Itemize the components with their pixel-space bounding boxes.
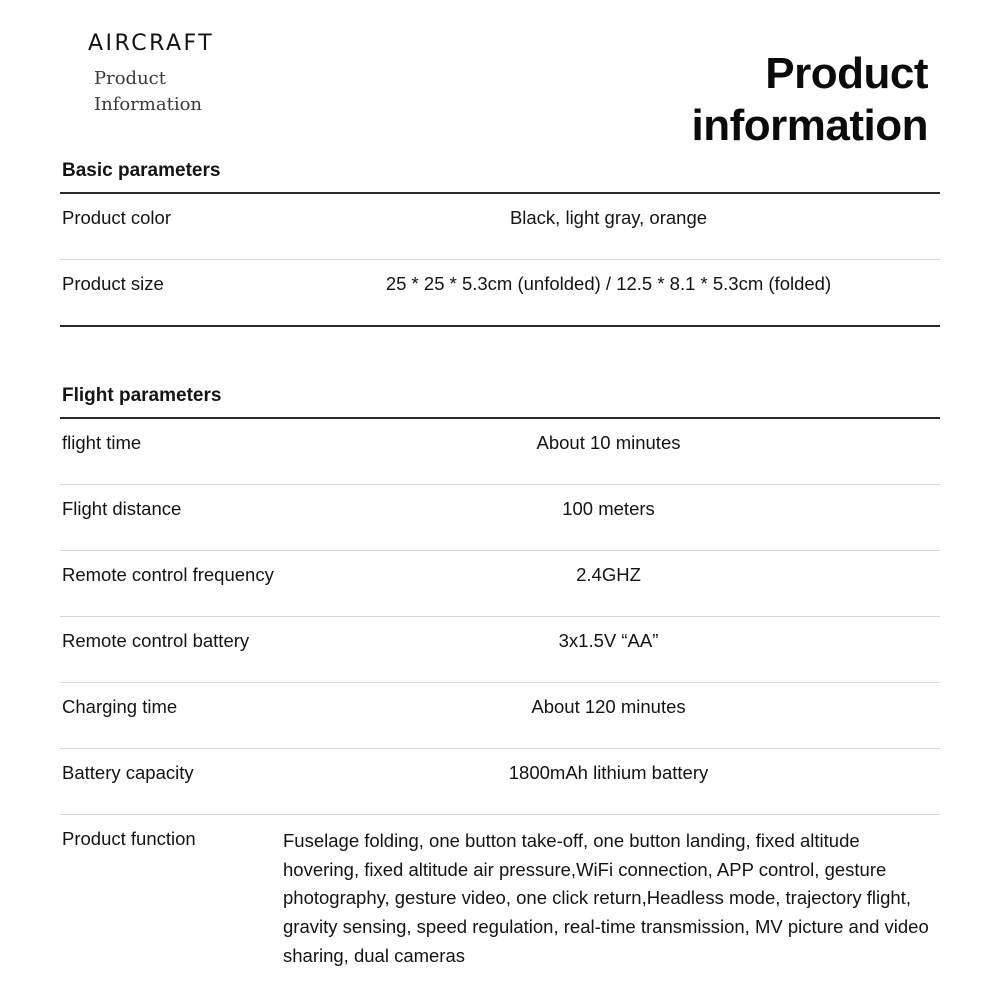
row-value: 2.4GHZ — [576, 564, 641, 585]
brand-subtitle-line1: Product — [94, 68, 166, 90]
row-value: 100 meters — [562, 498, 655, 519]
table-row — [60, 617, 940, 683]
brand-subtitle-line2: Information — [94, 94, 203, 116]
row-label: Remote control battery — [62, 630, 250, 651]
row-value: 1800mAh lithium battery — [508, 762, 709, 783]
row-label: Flight distance — [62, 498, 182, 519]
table-row — [60, 683, 940, 749]
table-row — [60, 260, 940, 327]
row-value: Black, light gray, orange — [509, 207, 708, 228]
row-label: Battery capacity — [62, 762, 194, 783]
table-row — [60, 485, 940, 551]
row-label: Product size — [62, 273, 164, 294]
table-row — [60, 551, 940, 617]
flight-parameters-rows — [60, 419, 940, 981]
section-title-flight: Flight parameters — [60, 385, 940, 419]
section-basic-parameters — [60, 160, 940, 327]
section-title-basic: Basic parameters — [60, 160, 940, 194]
page-title-line1: Product — [765, 49, 928, 98]
brand-name: AIRCRAFT — [88, 31, 215, 56]
row-value: Fuselage folding, one button take-off, one button landing, fixed altitude hovering, fixed altitude air pressure,WiFi connection, APP control, gesture photography, gesture video, one click return,Headless mode, trajectory flight, gravity sensing, speed regulation, real-time transmission, MV picture and video sharing, dual cameras — [283, 830, 929, 966]
row-value: 25 * 25 * 5.3cm (unfolded) / 12.5 * 8.1 * 5.3cm (folded) — [385, 273, 832, 294]
row-label: Product function — [62, 828, 196, 849]
row-value: About 120 minutes — [531, 696, 686, 717]
section-flight-parameters — [60, 385, 940, 981]
table-row — [60, 815, 940, 981]
brand-subtitle — [94, 66, 388, 118]
row-label: flight time — [62, 432, 142, 453]
page-title-line2: information — [691, 100, 928, 150]
row-label: Product color — [62, 207, 171, 228]
page-title — [508, 48, 928, 152]
row-label: Charging time — [62, 696, 178, 717]
brand-block — [88, 32, 388, 118]
table-row — [60, 749, 940, 815]
row-label: Remote control frequency — [62, 564, 274, 585]
table-row — [60, 194, 940, 260]
table-row — [60, 419, 940, 485]
row-value: 3x1.5V “AA” — [558, 630, 659, 651]
row-value: About 10 minutes — [536, 432, 681, 453]
basic-parameters-rows — [60, 194, 940, 327]
